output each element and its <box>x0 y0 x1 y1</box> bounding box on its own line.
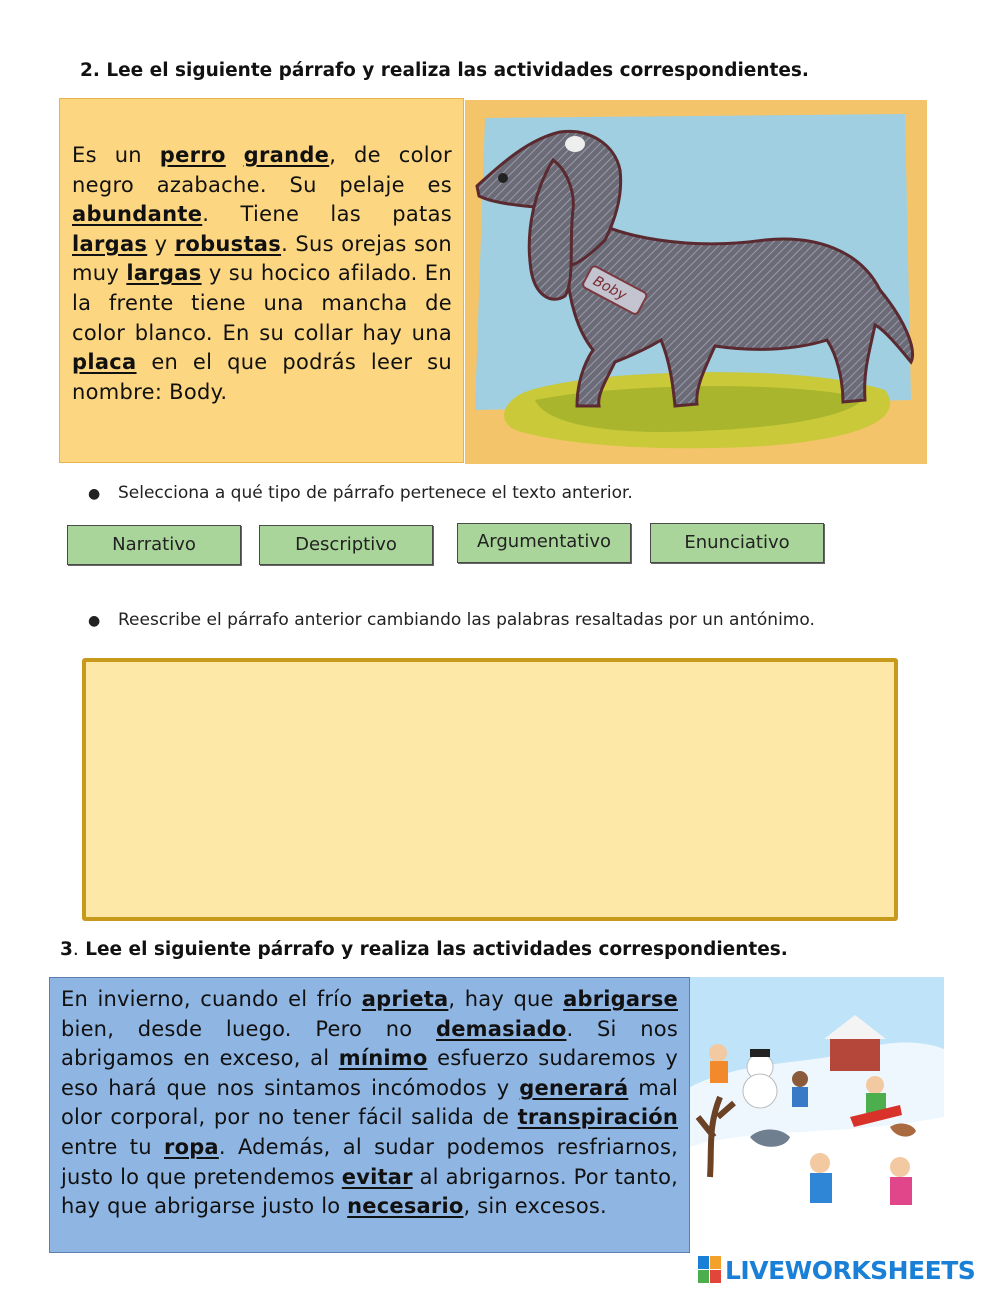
rewrite-answer-input[interactable] <box>82 658 898 921</box>
highlighted-word: grande <box>243 143 330 167</box>
heading-dot: . <box>72 939 79 960</box>
highlighted-word: largas <box>126 261 202 286</box>
highlighted-word: necesario <box>347 1194 464 1219</box>
highlighted-word: abrigarse <box>563 987 678 1011</box>
text-span: y su hocico afilado. En la frente tiene una mancha de color blanco. En su collar hay una <box>72 261 452 345</box>
text-span: Es un <box>72 143 160 167</box>
option-argumentativo-button[interactable]: Argumentativo <box>457 523 631 563</box>
highlighted-word: largas <box>72 231 148 256</box>
logo-text: LIVEWORKSHEETS <box>725 1255 976 1285</box>
text-span: al abrigarnos. Por tanto, hay que abrigarse justo lo <box>61 1164 678 1219</box>
liveworksheets-logo <box>698 1255 975 1285</box>
text-span: , hay que <box>448 987 564 1011</box>
highlighted-word: mínimo <box>338 1046 428 1071</box>
section-3-heading <box>60 939 788 960</box>
text-span: . Además, al sudar podemos resfriarnos, justo lo que pretendemos <box>61 1134 678 1189</box>
text-span: . Sus orejas son muy <box>72 231 453 286</box>
heading-number: 3 <box>60 939 73 960</box>
dog-paragraph <box>72 141 452 407</box>
section-2-heading: 2. Lee el siguiente párrafo y realiza las actividades correspondientes. <box>80 60 809 81</box>
highlighted-word: aprieta <box>361 987 449 1011</box>
highlighted-word: transpiración <box>517 1105 678 1130</box>
text-span: , de color negro azabache. Su pelaje es <box>72 143 452 197</box>
dog-paragraph-panel <box>59 98 464 463</box>
dog-illustration <box>465 100 927 464</box>
text-span: En invierno, cuando el frío <box>61 987 362 1011</box>
instruction-rewrite <box>88 610 815 630</box>
bullet-icon: ● <box>88 486 101 502</box>
heading-text: Lee el siguiente párrafo y realiza las actividades correspondientes. <box>78 939 788 960</box>
text-span: , sin excesos. <box>463 1194 607 1219</box>
winter-kids-illustration <box>690 977 944 1253</box>
highlighted-word: generará <box>519 1075 629 1100</box>
instruction-text: Selecciona a qué tipo de párrafo pertenece el texto anterior. <box>118 483 633 503</box>
text-span: entre tu <box>61 1134 165 1159</box>
logo-blocks-icon <box>698 1256 722 1284</box>
text-span <box>226 143 244 167</box>
text-span: en el que podrás leer su nombre: Body. <box>72 350 452 404</box>
text-span: . Si nos abrigamos en exceso, al <box>61 1016 678 1071</box>
instruction-select-type <box>88 483 633 503</box>
text-span: mal olor corporal, por no tener fácil salida de <box>61 1075 678 1130</box>
highlighted-word: placa <box>72 350 137 375</box>
collar-tag-text: Boby <box>590 273 629 304</box>
text-span: bien, desde luego. Pero no <box>61 1016 436 1041</box>
highlighted-word: ropa <box>164 1134 219 1159</box>
highlighted-word: robustas <box>174 231 282 256</box>
option-enunciativo-button[interactable]: Enunciativo <box>650 523 824 563</box>
instruction-text: Reescribe el párrafo anterior cambiando las palabras resaltadas por un antónimo. <box>118 610 815 630</box>
highlighted-word: demasiado <box>435 1016 567 1041</box>
text-span: y <box>147 231 175 256</box>
text-span: . Tiene las patas <box>202 202 452 227</box>
option-narrativo-button[interactable]: Narrativo <box>67 525 241 565</box>
option-descriptivo-button[interactable]: Descriptivo <box>259 525 433 565</box>
highlighted-word: perro <box>159 143 226 167</box>
highlighted-word: abundante <box>72 202 203 227</box>
highlighted-word: evitar <box>341 1164 413 1189</box>
winter-paragraph-panel <box>49 977 690 1253</box>
text-span: esfuerzo sudaremos y eso hará que nos sintamos incómodos y <box>61 1046 678 1100</box>
bullet-icon: ● <box>88 613 101 629</box>
winter-paragraph <box>61 985 678 1222</box>
